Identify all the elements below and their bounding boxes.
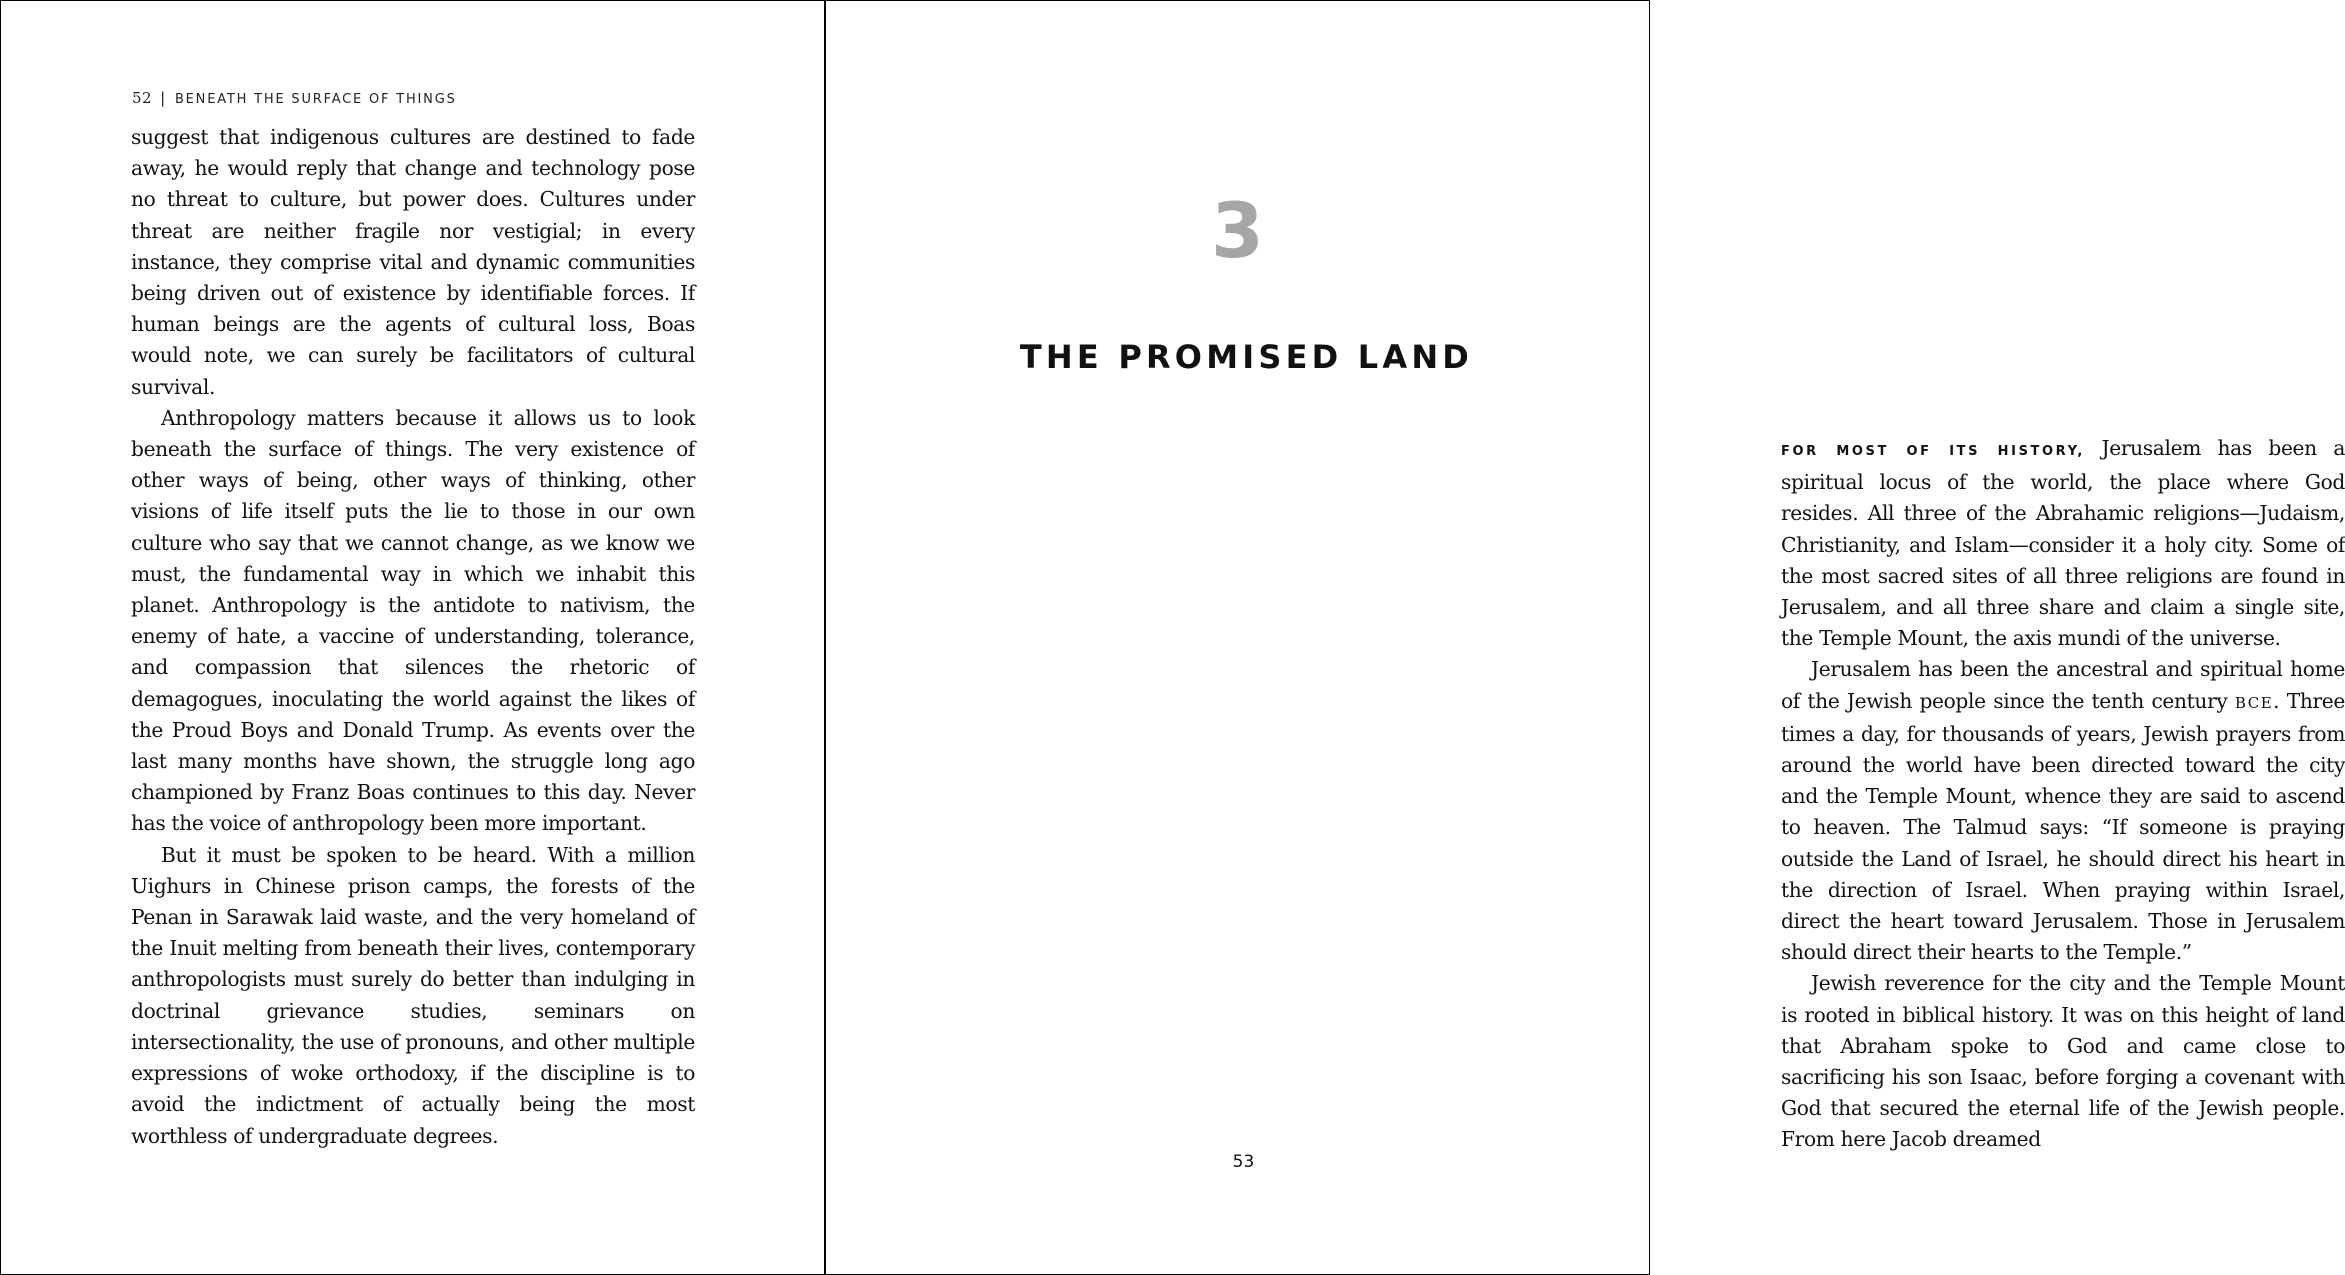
right-body-text	[1781, 433, 2345, 1156]
paragraph: suggest that indigenous cultures are destined to fade away, he would reply that change and technology pose no threat to culture, but power does. Cultures under threat are neither fragile nor vestigial; in every instance, they comprise vital and dynamic communities being driven out of existence by identifiable forces. If human beings are the agents of cultural loss, Boas would note, we can surely be facilitators of cultural survival.	[131, 125, 695, 399]
paragraph: Jewish reverence for the city and the Temple Mount is rooted in biblical history. It was on this height of land that Abraham spoke to God and came close to sacrificing his son Isaac, before forging a covenant with God that secured the eternal life of the Jewish people. From here Jacob dreamed	[1781, 971, 2345, 1152]
era-abbreviation: BCE	[2234, 693, 2274, 712]
paragraph-text: Jerusalem has been the ancestral and spiritual home of the Jewish people since the tenth century	[1781, 657, 2345, 713]
page-number: 53	[1232, 1152, 1255, 1172]
running-head-title: BENEATH THE SURFACE OF THINGS	[174, 92, 457, 107]
right-page	[826, 1, 2345, 1274]
running-head-separator: |	[160, 89, 167, 107]
paragraph: Anthropology matters because it allows us to look beneath the surface of things. The very existence of other ways of being, other ways of thinking, other visions of life itself puts the lie to those in our own culture who say that we cannot change, as we know we must, the fundamental way in which we inhabit this planet. Anthropology is the antidote to nativism, the enemy of hate, a vaccine of understanding, tolerance, and compassion that silences the rhetoric of demagogues, inoculating the world against the likes of the Proud Boys and Donald Trump. As events over the last many months have shown, the struggle long ago championed by Franz Boas continues to this day. Never has the voice of anthropology been more important.	[131, 405, 695, 836]
chapter-title: THE PROMISED LAND	[1019, 338, 1474, 376]
paragraph	[1781, 433, 2345, 654]
lead-in: FOR MOST OF ITS HISTORY,	[1781, 444, 2085, 459]
paragraph-text: Jerusalem has been a spiritual locus of the world, the place where God resides. All three of the Abrahamic religions—Judaism, Christianity, and Islam—consider it a holy city. Some of the most sacred sites of all three religions are found in Jerusalem, and all three share and claim a single site, the Temple Mount, the axis mundi of the universe.	[1781, 436, 2345, 651]
chapter-number: 3	[1211, 186, 1264, 275]
running-head-page-number: 52	[132, 89, 153, 107]
paragraph: But it must be spoken to be heard. With a million Uighurs in Chinese prison camps, the forests of the Penan in Sarawak laid waste, and the very homeland of the Inuit melting from beneath their lives, contemporary anthropologists must surely do better than indulging in doctrinal grievance studies, seminars on intersectionality, the use of pronouns, and other multiple expressions of woke orthodoxy, if the discipline is to avoid the indictment of actually being the most worthless of undergraduate degrees.	[131, 842, 695, 1148]
left-page	[1, 1, 826, 1274]
paragraph	[1781, 654, 2345, 968]
paragraph-text: . Three times a day, for thousands of years, Jewish prayers from around the world have been directed toward the city and the Temple Mount, whence they are said to ascend to heaven. The Talmud says: “If someone is praying outside the Land of Israel, he should direct his heart in the direction of Israel. When praying within Israel, direct the heart toward Jerusalem. Those in Jerusalem should direct their hearts to the Temple.”	[1781, 688, 2345, 965]
running-head	[132, 89, 457, 107]
left-body-text	[131, 122, 695, 1152]
